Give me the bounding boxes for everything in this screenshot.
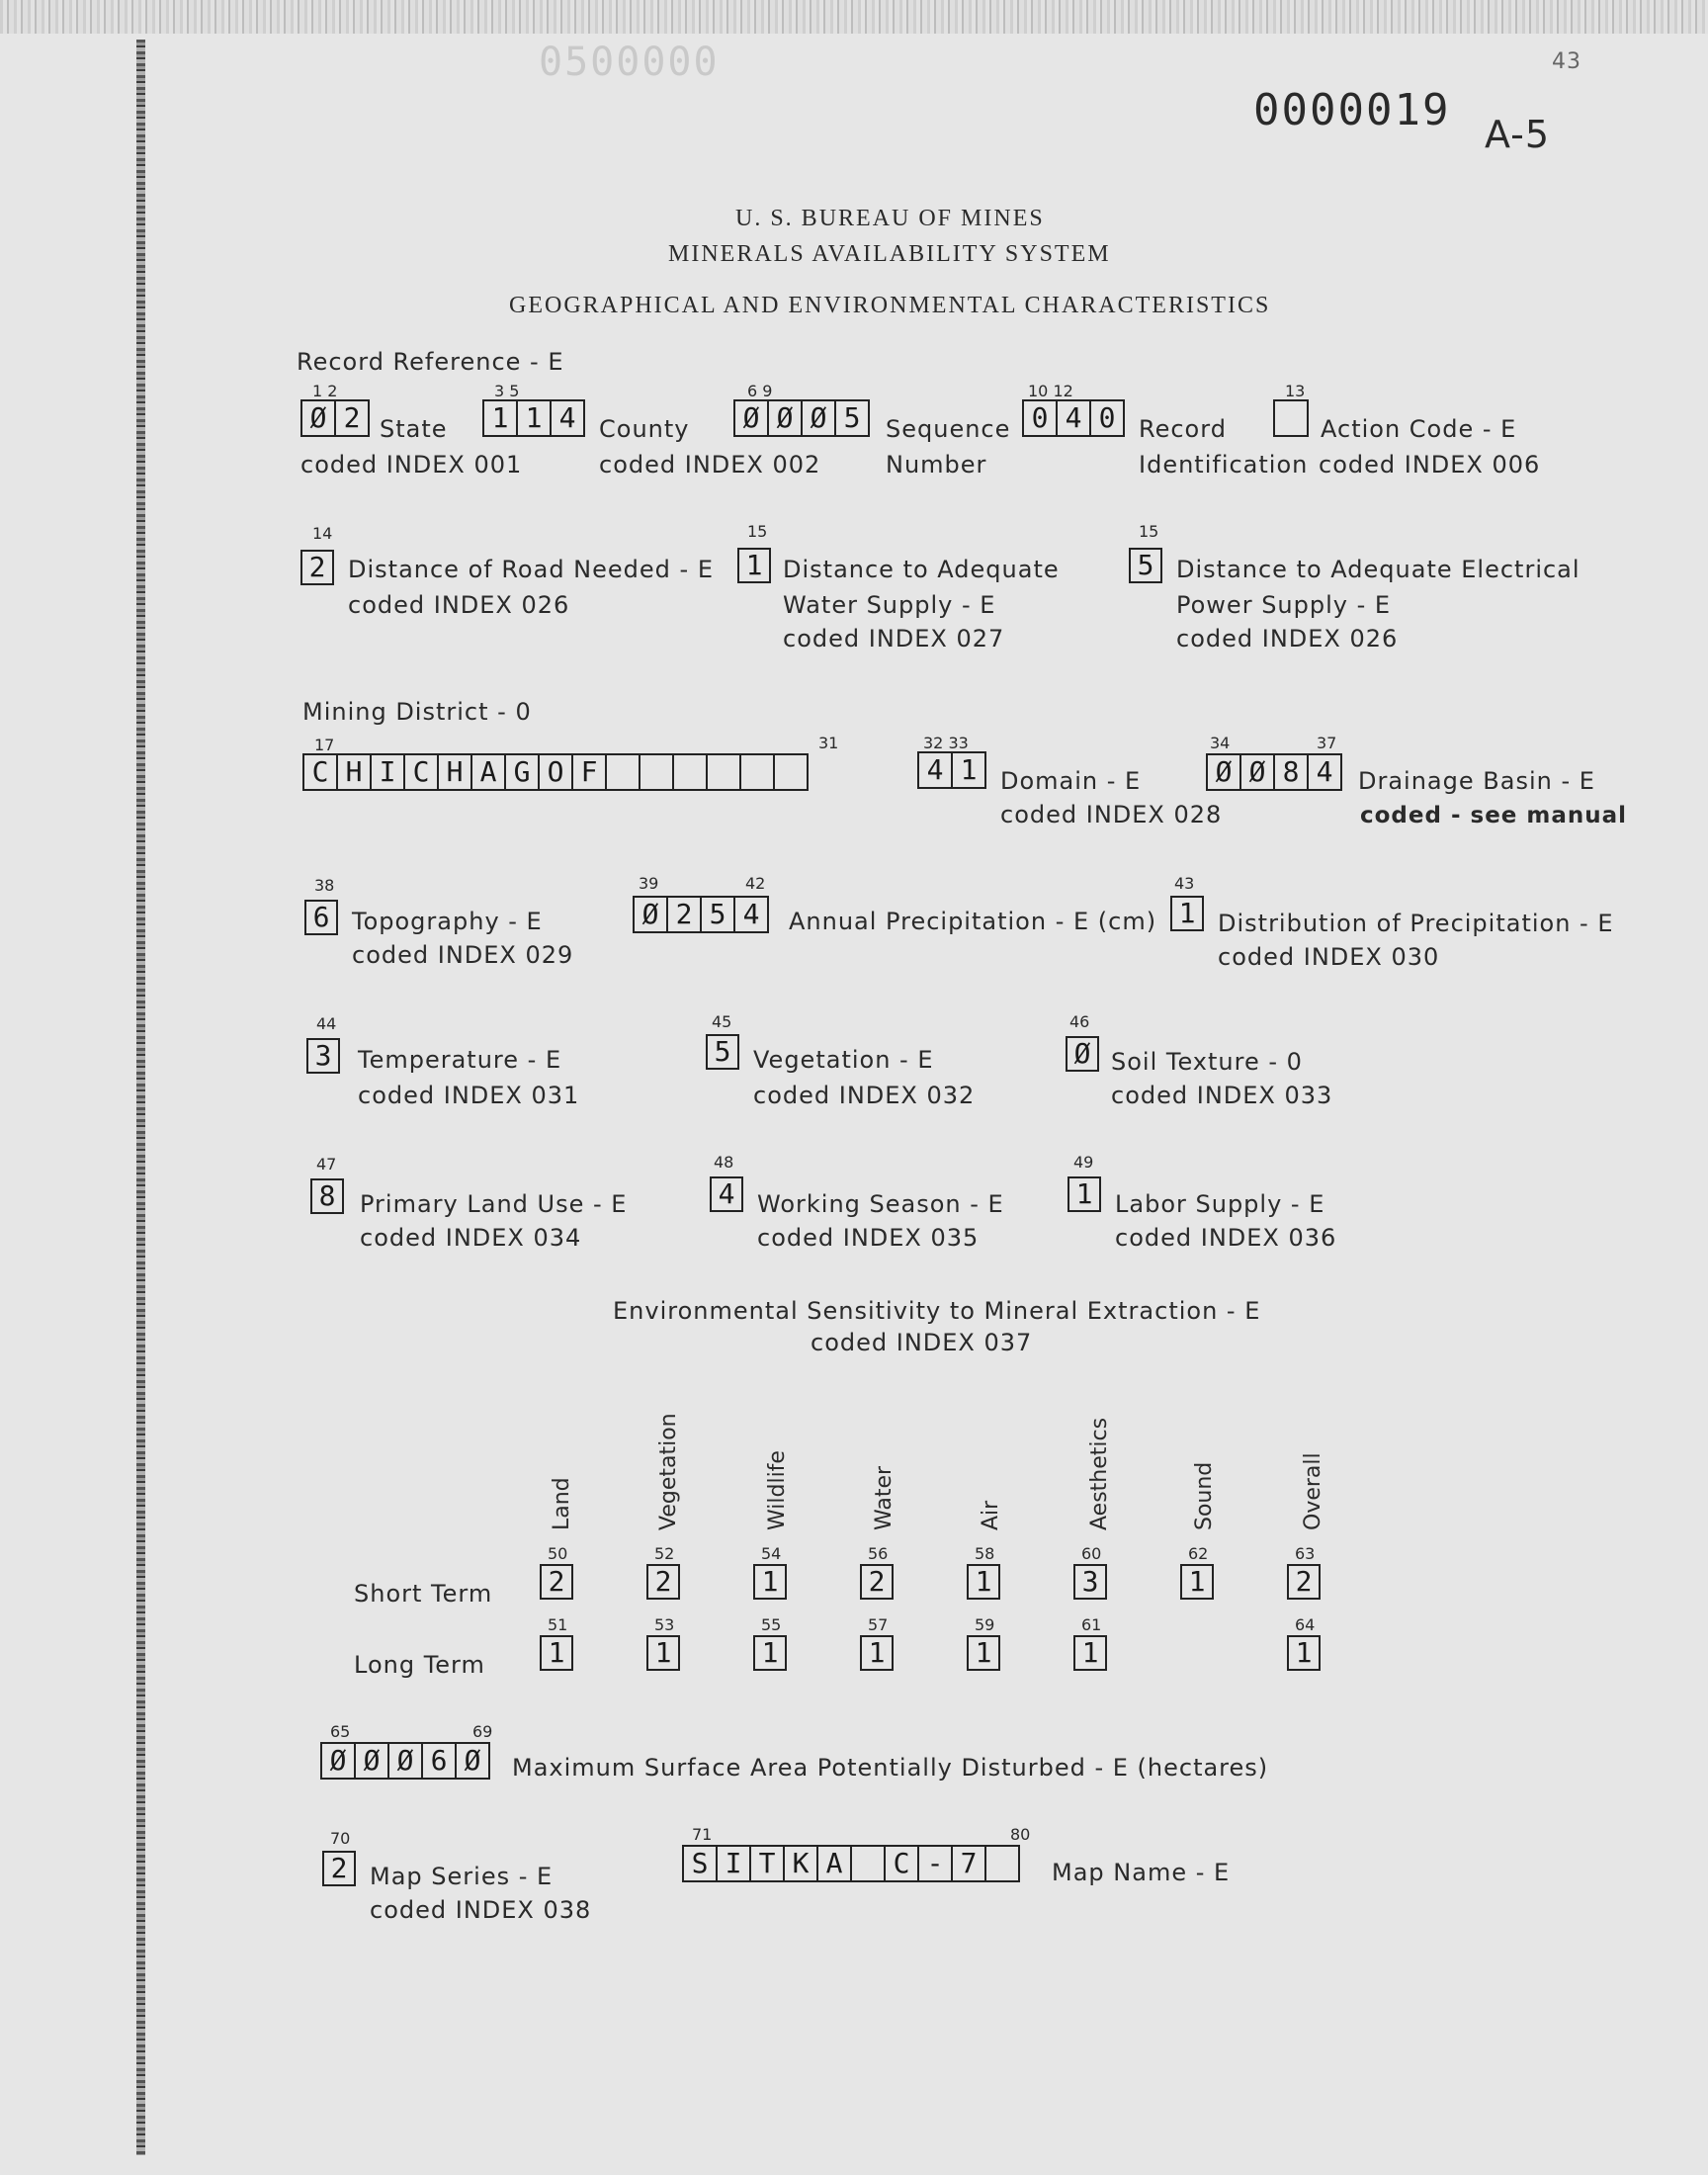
long-wildlife-col: 55 [761,1615,782,1634]
long-overall-box: 1 [1287,1635,1321,1671]
mining-char-5: H [437,753,472,791]
drainage-char-4: 4 [1307,753,1342,791]
surface-area-label: Maximum Surface Area Potentially Disturbed - E (hectares) [512,1754,1269,1782]
domain-char-2: 1 [951,751,986,789]
mining-char-14 [739,753,775,791]
short-water-box: 2 [860,1564,894,1600]
distribution-box: 1 [1170,896,1204,931]
short-term-label: Short Term [354,1580,493,1608]
sequence-char-2: Ø [767,399,803,437]
map-name-char-6 [850,1845,886,1882]
map-series-label: Map Series - E [370,1863,554,1890]
short-aesthetics-box: 3 [1073,1564,1107,1600]
county-char-1: 1 [482,399,518,437]
mining-char-15 [773,753,809,791]
map-name-char-4: K [783,1845,818,1882]
short-land-col: 50 [548,1544,568,1563]
drainage-char-1: Ø [1206,753,1241,791]
mining-char-2: H [336,753,372,791]
land-use-col-number: 47 [316,1155,337,1174]
col-header-sound: Sound [1192,1461,1217,1530]
page-number: 43 [1552,49,1581,74]
long-term-label: Long Term [354,1651,485,1679]
state-boxes [300,399,370,437]
action-char-1 [1273,399,1309,437]
drainage-char-3: 8 [1273,753,1309,791]
short-overall-col: 63 [1295,1544,1316,1563]
road-col-number: 14 [312,524,333,543]
record-reference-label: Record Reference - E [297,348,564,376]
drainage-label: Drainage Basin - E [1358,767,1595,795]
labor-label: Labor Supply - E [1115,1190,1325,1218]
short-vegetation-col: 52 [654,1544,675,1563]
season-col-number: 48 [714,1153,734,1172]
long-vegetation-box: 1 [646,1635,680,1671]
map-name-char-10 [984,1845,1020,1882]
long-air-box: 1 [967,1635,1000,1671]
mining-col-end: 31 [818,734,839,752]
topography-col-number: 38 [314,876,335,895]
appendix-label: A-5 [1485,113,1551,156]
record-id-char-3: 0 [1089,399,1125,437]
soil-index: coded INDEX 033 [1111,1082,1333,1109]
precip-col-start: 39 [639,874,659,893]
drainage-col-end: 37 [1317,734,1337,752]
long-land-box: 1 [540,1635,573,1671]
domain-char-1: 4 [917,751,953,789]
short-wildlife-col: 54 [761,1544,782,1563]
state-char-2: 2 [334,399,370,437]
county-char-2: 1 [516,399,552,437]
county-index: coded INDEX 002 [599,451,821,478]
long-aesthetics-col: 61 [1081,1615,1102,1634]
long-wildlife-box: 1 [753,1635,787,1671]
short-land-box: 2 [540,1564,573,1600]
sequence-char-3: Ø [801,399,836,437]
water-col-number: 15 [747,522,768,541]
short-sound-box: 1 [1180,1564,1214,1600]
mining-char-6: A [470,753,506,791]
labor-col-number: 49 [1073,1153,1094,1172]
soil-box: Ø [1066,1036,1099,1072]
precip-char-3: 5 [700,896,735,933]
vegetation-col-number: 45 [712,1012,732,1031]
sequence-label: Sequence [886,415,1011,443]
mining-char-4: C [403,753,439,791]
drainage-sub: coded - see manual [1360,803,1628,828]
map-name-char-2: I [716,1845,751,1882]
record-id-sub: Identification [1139,451,1309,478]
short-aesthetics-col: 60 [1081,1544,1102,1563]
domain-label: Domain - E [1000,767,1142,795]
map-series-index: coded INDEX 038 [370,1896,592,1924]
surface-char-5: Ø [455,1742,490,1780]
map-name-char-3: T [749,1845,785,1882]
record-id-char-1: 0 [1022,399,1058,437]
mining-char-1: C [302,753,338,791]
road-index: coded INDEX 026 [348,591,570,619]
labor-box: 1 [1068,1176,1101,1212]
sensitivity-title: Environmental Sensitivity to Mineral Extraction - E [613,1297,1261,1325]
power-label: Distance to Adequate Electrical [1176,556,1580,583]
road-label: Distance of Road Needed - E [348,556,714,583]
mining-char-7: G [504,753,540,791]
mining-char-3: I [370,753,405,791]
short-overall-box: 2 [1287,1564,1321,1600]
scan-top-edge [0,0,1708,34]
soil-label: Soil Texture - 0 [1111,1048,1303,1076]
long-vegetation-col: 53 [654,1615,675,1634]
vegetation-index: coded INDEX 032 [753,1082,976,1109]
long-overall-col: 64 [1295,1615,1316,1634]
agency-title: U. S. BUREAU OF MINES [735,206,1045,231]
drainage-col-start: 34 [1210,734,1231,752]
surface-char-1: Ø [320,1742,356,1780]
land-use-label: Primary Land Use - E [360,1190,628,1218]
water-box: 1 [737,548,771,583]
col-header-land: Land [550,1477,574,1530]
water-index: coded INDEX 027 [783,625,1005,652]
map-series-col-number: 70 [330,1829,351,1848]
distribution-index: coded INDEX 030 [1218,943,1440,971]
state-col-numbers: 1 2 [312,382,338,400]
surface-char-4: 6 [421,1742,457,1780]
long-land-col: 51 [548,1615,568,1634]
vegetation-label: Vegetation - E [753,1046,934,1074]
sensitivity-index: coded INDEX 037 [811,1329,1033,1356]
col-header-air: Air [979,1500,1003,1530]
temperature-col-number: 44 [316,1014,337,1033]
precip-boxes [633,896,769,933]
faded-stamp: 0500000 [539,40,720,85]
season-index: coded INDEX 035 [757,1224,980,1252]
season-box: 4 [710,1176,743,1212]
action-col-number: 13 [1285,382,1306,400]
county-col-numbers: 3 5 [494,382,520,400]
short-air-col: 58 [975,1544,995,1563]
record-id-char-2: 4 [1056,399,1091,437]
action-code-box [1273,399,1309,437]
county-boxes [482,399,585,437]
map-series-box: 2 [322,1851,356,1886]
short-sound-col: 62 [1188,1544,1209,1563]
precip-col-end: 42 [745,874,766,893]
mining-col-start: 17 [314,736,335,754]
action-code-index: coded INDEX 006 [1319,451,1541,478]
drainage-boxes [1206,753,1342,791]
water-label: Distance to Adequate [783,556,1060,583]
record-id-boxes [1022,399,1125,437]
drainage-char-2: Ø [1239,753,1275,791]
col-header-aesthetics: Aesthetics [1087,1417,1112,1530]
mining-char-9: F [571,753,607,791]
col-header-water: Water [872,1465,897,1530]
record-id-col-numbers: 10 12 [1028,382,1073,400]
short-wildlife-box: 1 [753,1564,787,1600]
distribution-col-number: 43 [1174,874,1195,893]
labor-index: coded INDEX 036 [1115,1224,1337,1252]
map-name-col-start: 71 [692,1825,713,1844]
sequence-boxes [733,399,870,437]
power-label-2: Power Supply - E [1176,591,1392,619]
mining-char-11 [639,753,674,791]
map-name-char-7: C [884,1845,919,1882]
precip-char-2: 2 [666,896,702,933]
mining-char-8: O [538,753,573,791]
domain-index: coded INDEX 028 [1000,801,1223,828]
mining-char-13 [706,753,741,791]
map-name-label: Map Name - E [1052,1859,1231,1886]
topography-index: coded INDEX 029 [352,941,574,969]
distribution-label: Distribution of Precipitation - E [1218,910,1614,937]
short-vegetation-box: 2 [646,1564,680,1600]
long-air-col: 59 [975,1615,995,1634]
vegetation-box: 5 [706,1034,739,1070]
precip-char-4: 4 [733,896,769,933]
sequence-char-4: 5 [834,399,870,437]
short-air-box: 1 [967,1564,1000,1600]
mining-district-label: Mining District - 0 [302,698,532,726]
temperature-label: Temperature - E [358,1046,562,1074]
record-id-label: Record [1139,415,1227,443]
long-water-box: 1 [860,1635,894,1671]
sequence-sub: Number [886,451,987,478]
precip-label: Annual Precipitation - E (cm) [789,908,1157,935]
binding-edge [136,40,145,2155]
col-header-overall: Overall [1301,1452,1325,1530]
sequence-char-1: Ø [733,399,769,437]
surface-area-boxes [320,1742,490,1780]
map-name-char-1: S [682,1845,718,1882]
temperature-index: coded INDEX 031 [358,1082,580,1109]
sequence-col-numbers: 6 9 [747,382,773,400]
season-label: Working Season - E [757,1190,1004,1218]
land-use-index: coded INDEX 034 [360,1224,582,1252]
precip-char-1: Ø [633,896,668,933]
mining-char-12 [672,753,708,791]
state-label: State [380,415,448,443]
action-code-label: Action Code - E [1321,415,1517,443]
land-use-box: 8 [310,1178,344,1214]
system-title: MINERALS AVAILABILITY SYSTEM [668,241,1111,267]
long-water-col: 57 [868,1615,889,1634]
county-char-3: 4 [550,399,585,437]
col-header-vegetation: Vegetation [656,1413,681,1530]
col-header-wildlife: Wildlife [765,1450,790,1530]
map-name-char-5: A [816,1845,852,1882]
map-name-char-8: - [917,1845,953,1882]
county-label: County [599,415,690,443]
map-name-boxes [682,1845,1020,1882]
soil-col-number: 46 [1069,1012,1090,1031]
surface-col-start: 65 [330,1722,351,1741]
map-name-col-end: 80 [1010,1825,1031,1844]
surface-char-3: Ø [387,1742,423,1780]
domain-boxes [917,751,986,789]
temperature-box: 3 [306,1038,340,1074]
surface-char-2: Ø [354,1742,389,1780]
document-number: 0000019 [1253,85,1451,135]
road-box: 2 [300,550,334,585]
short-water-col: 56 [868,1544,889,1563]
power-col-number: 15 [1139,522,1159,541]
state-char-1: Ø [300,399,336,437]
domain-col-numbers: 32 33 [923,734,969,752]
surface-col-end: 69 [472,1722,493,1741]
state-index: coded INDEX 001 [300,451,523,478]
mining-district-boxes [302,753,809,791]
topography-label: Topography - E [352,908,543,935]
long-aesthetics-box: 1 [1073,1635,1107,1671]
mining-char-10 [605,753,640,791]
page-title: GEOGRAPHICAL AND ENVIRONMENTAL CHARACTERISTICS [509,293,1271,318]
power-index: coded INDEX 026 [1176,625,1399,652]
power-box: 5 [1129,548,1162,583]
map-name-char-9: 7 [951,1845,986,1882]
topography-box: 6 [304,900,338,935]
water-label-2: Water Supply - E [783,591,996,619]
